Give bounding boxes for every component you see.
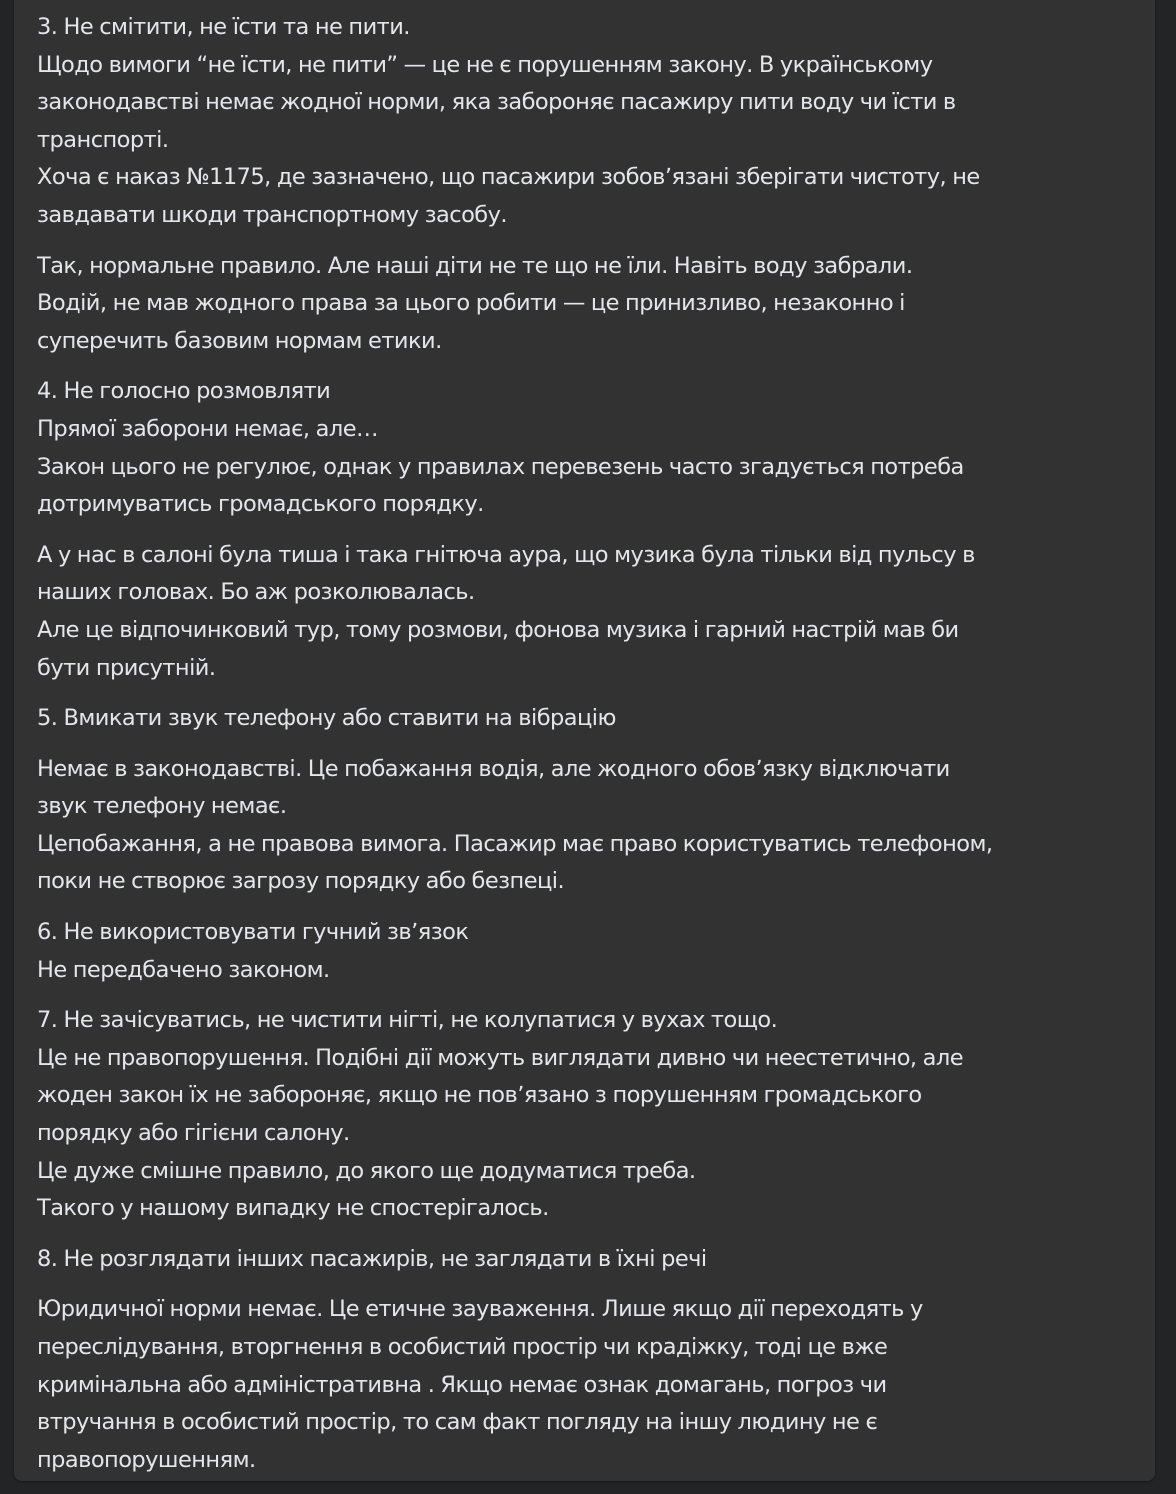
text-line: Закон цього не регулює, однак у правилах перевезень часто згадується потреба — [37, 453, 964, 480]
text-line: законодавстві немає жодної норми, яка забороняє пасажиру пити воду чи їсти в — [37, 89, 956, 116]
post-paragraph — [37, 537, 1137, 687]
text-line: дотримуватись громадського порядку. — [37, 491, 484, 518]
text-line: 8. Не розглядати інших пасажирів, не заглядати в їхні речі — [37, 1245, 707, 1272]
text-line: наших головах. Бо аж розколювалась. — [37, 579, 475, 606]
post-paragraph — [37, 1291, 1137, 1479]
text-line: звук телефону немає. — [37, 793, 287, 820]
text-line: 4. Не голосно розмовляти — [37, 378, 331, 405]
text-line: Не передбачено законом. — [37, 956, 330, 983]
text-line: 3. Не смітити, не їсти та не пити. — [37, 14, 410, 40]
text-line: Немає в законодавстві. Це побажання водія, але жодного обовʼязку відключати — [37, 755, 950, 782]
post-paragraph — [37, 373, 1137, 523]
text-line: правопорушенням. — [37, 1446, 256, 1473]
text-line: Але це відпочинковий тур, тому розмови, фонова музика і гарний настрій мав би — [37, 616, 959, 643]
text-line: транспорті. — [37, 126, 169, 153]
text-line: Це не правопорушення. Подібні дії можуть виглядати дивно чи неестетично, але — [37, 1044, 963, 1071]
text-line: суперечить базовим нормам етики. — [37, 327, 442, 354]
text-line: бути присутній. — [37, 654, 216, 681]
post-paragraph — [37, 9, 1137, 235]
text-line: Цепобажання, а не правова вимога. Пасажир має право користуватись телефоном, — [37, 830, 993, 857]
text-line: порядку або гігієни салону. — [37, 1120, 350, 1147]
post-paragraph — [37, 914, 1137, 989]
text-line: Так, нормальне правило. Але наші діти не те що не їли. Навіть воду забрали. — [37, 252, 913, 279]
text-line: переслідування, вторгнення в особистий простір чи крадіжку, тоді це вже — [37, 1334, 888, 1360]
text-line: Це дуже смішне правило, до якого ще додуматися треба. — [37, 1157, 696, 1184]
text-line: Щодо вимоги “не їсти, не пити” — це не є порушенням закону. В українському — [37, 51, 933, 78]
text-line: втручання в особистий простір, то сам факт погляду на іншу людину не є — [37, 1409, 878, 1436]
text-line: Такого у нашому випадку не спостерігалось. — [37, 1195, 549, 1222]
text-line: 6. Не використовувати гучний звʼязок — [37, 919, 469, 946]
text-line: кримінальна або адміністративна . Якщо немає ознак домагань, погроз чи — [37, 1371, 887, 1398]
text-line: завдавати шкоди транспортному засобу. — [37, 201, 507, 228]
post-paragraph — [37, 751, 1137, 901]
text-line: 5. Вмикати звук телефону або ставити на вібрацію — [37, 705, 616, 732]
post-paragraph — [37, 1241, 1137, 1279]
text-line: 7. Не зачісуватись, не чистити нігті, не колупатися у вухах тощо. — [37, 1007, 778, 1034]
text-line: А у нас в салоні була тиша і така гнітюча аура, що музика була тільки від пульсу в — [37, 541, 975, 568]
post-paragraph — [37, 1002, 1137, 1228]
text-line: Водій, не мав жодного права за цього робити — це принизливо, незаконно і — [37, 290, 905, 317]
post-paragraph — [37, 700, 1137, 738]
post-paragraph — [37, 248, 1137, 361]
text-line: жоден закон їх не забороняє, якщо не повʼязано з порушенням громадського — [37, 1082, 922, 1109]
text-line: поки не створює загрозу порядку або безпеці. — [37, 868, 565, 895]
text-line: Хоча є наказ №1175, де зазначено, що пасажири зобовʼязані зберігати чистоту, не — [37, 164, 980, 191]
text-line: Юридичної норми немає. Це етичне зауваження. Лише якщо дії переходять у — [37, 1296, 923, 1323]
text-line: Прямої заборони немає, але… — [37, 415, 378, 442]
post-text — [37, 9, 1137, 1481]
post-card — [14, 0, 1155, 1481]
